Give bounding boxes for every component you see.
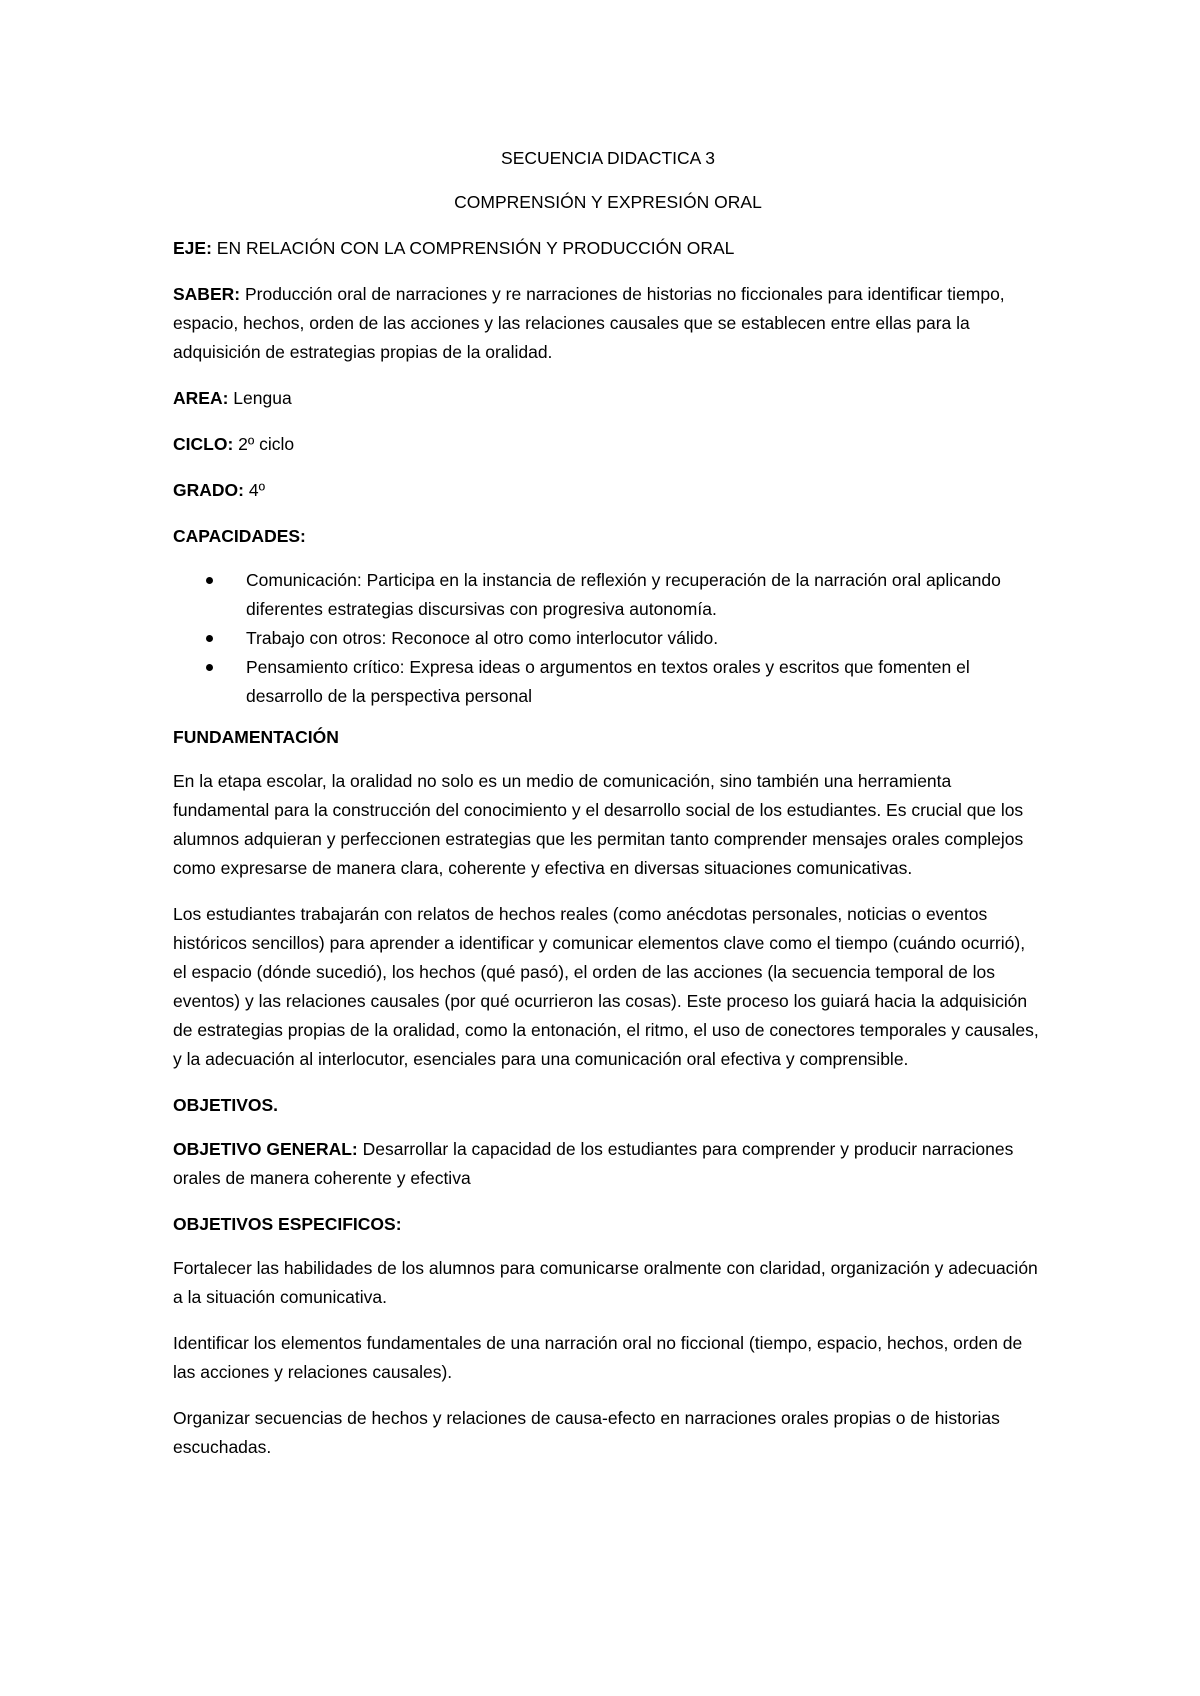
objetivos-heading: OBJETIVOS. bbox=[173, 1095, 279, 1115]
list-item-text: Comunicación: Participa en la instancia de reflexión y recuperación de la narración oral aplicando diferentes estrategias discursivas con progresiva autonomía. bbox=[246, 570, 1001, 619]
objetivo-general-paragraph bbox=[173, 1135, 1043, 1193]
objetivo-general-label: OBJETIVO GENERAL: bbox=[173, 1139, 358, 1159]
document-title: SECUENCIA DIDACTICA 3 bbox=[501, 148, 715, 168]
grado-text: 4º bbox=[243, 480, 265, 500]
ciclo-label: CICLO: bbox=[173, 434, 234, 454]
ciclo-line bbox=[173, 430, 1043, 459]
bullet-icon bbox=[206, 577, 213, 584]
fundamentacion-paragraph: Los estudiantes trabajarán con relatos de hechos reales (como anécdotas personales, noticias o eventos históricos sencillos) para aprender a identificar y comunicar elementos clave como el tiempo (cuándo ocurrió), el espacio (dónde sucedió), los hechos (qué pasó), el orden de las acciones (la secuencia temporal de los eventos) y las relaciones causales (por qué ocurrieron las cosas). Este proceso los guiará hacia la adquisición de estrategias propias de la oralidad, como la entonación, el ritmo, el uso de conectores temporales y causales, y la adecuación al interlocutor, esenciales para una comunicación oral efectiva y comprensible. bbox=[173, 904, 1039, 1069]
objetivos-especificos-heading: OBJETIVOS ESPECIFICOS: bbox=[173, 1214, 402, 1234]
list-item-text: Pensamiento crítico: Expresa ideas o argumentos en textos orales y escritos que fomenten el desarrollo de la perspectiva personal bbox=[246, 657, 970, 706]
area-label: AREA: bbox=[173, 388, 229, 408]
fundamentacion-paragraph: En la etapa escolar, la oralidad no solo es un medio de comunicación, sino también una herramienta fundamental para la construcción del conocimiento y el desarrollo social de los estudiantes. Es crucial que los alumnos adquieran y perfeccionen estrategias que les permitan tanto comprender mensajes orales complejos como expresarse de manera clara, coherente y efectiva en diversas situaciones comunicativas. bbox=[173, 771, 1024, 878]
eje-label: EJE: bbox=[173, 238, 212, 258]
capacidades-list bbox=[173, 566, 1043, 711]
list-item bbox=[173, 566, 1043, 624]
ciclo-text: 2º ciclo bbox=[233, 434, 295, 454]
objetivo-especifico-paragraph: Organizar secuencias de hechos y relaciones de causa-efecto en narraciones orales propias o de historias escuchadas. bbox=[173, 1408, 1000, 1457]
eje-line bbox=[173, 234, 1043, 263]
fundamentacion-heading: FUNDAMENTACIÓN bbox=[173, 727, 339, 747]
grado-line bbox=[173, 476, 1043, 505]
list-item-text: Trabajo con otros: Reconoce al otro como interlocutor válido. bbox=[246, 628, 719, 648]
saber-text: Producción oral de narraciones y re narraciones de historias no ficcionales para identificar tiempo, espacio, hechos, orden de las acciones y las relaciones causales que se establecen entre ellas para la adquisición de estrategias propias de la oralidad. bbox=[173, 284, 1005, 362]
document-content bbox=[173, 144, 1043, 1479]
objetivo-especifico-paragraph: Identificar los elementos fundamentales de una narración oral no ficcional (tiempo, espacio, hechos, orden de las acciones y relaciones causales). bbox=[173, 1333, 1023, 1382]
document-subtitle: COMPRENSIÓN Y EXPRESIÓN ORAL bbox=[454, 192, 762, 212]
list-item bbox=[173, 624, 1043, 653]
area-line bbox=[173, 384, 1043, 413]
bullet-icon bbox=[206, 664, 213, 671]
saber-paragraph bbox=[173, 280, 1043, 367]
bullet-icon bbox=[206, 635, 213, 642]
area-text: Lengua bbox=[228, 388, 292, 408]
grado-label: GRADO: bbox=[173, 480, 244, 500]
objetivo-especifico-paragraph: Fortalecer las habilidades de los alumnos para comunicarse oralmente con claridad, organización y adecuación a la situación comunicativa. bbox=[173, 1258, 1038, 1307]
list-item bbox=[173, 653, 1043, 711]
saber-label: SABER: bbox=[173, 284, 241, 304]
objetivo-general-text: Desarrollar la capacidad de los estudiantes para comprender y producir narraciones orales de manera coherente y efectiva bbox=[173, 1139, 1014, 1188]
capacidades-heading: CAPACIDADES: bbox=[173, 526, 306, 546]
eje-text: EN RELACIÓN CON LA COMPRENSIÓN Y PRODUCCIÓN ORAL bbox=[211, 238, 735, 258]
